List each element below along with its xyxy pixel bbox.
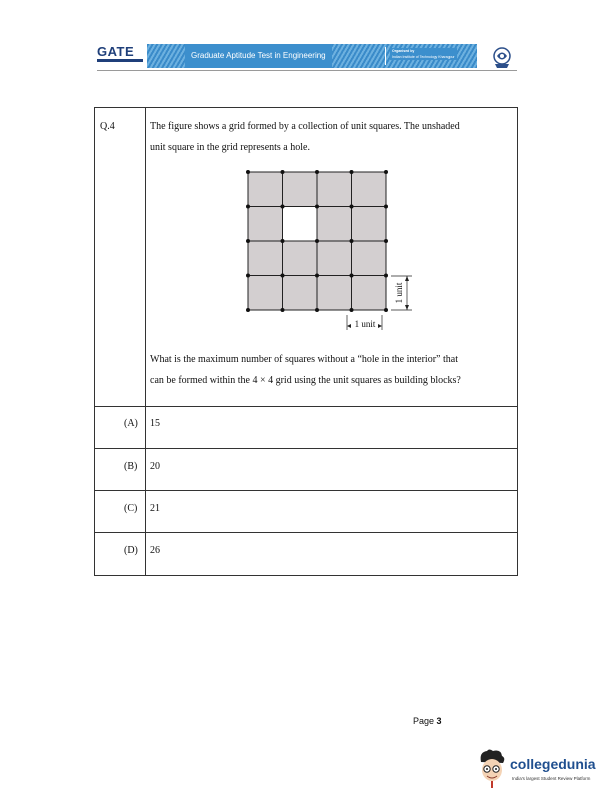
option-row-d (95, 533, 517, 575)
question-row (95, 108, 517, 407)
unit-square (352, 276, 387, 311)
banner-title: Graduate Aptitude Test in Engineering (185, 44, 332, 68)
hole-square (283, 207, 318, 242)
grid-vertex-dot (384, 274, 388, 278)
grid-vertex-dot (384, 170, 388, 174)
unit-square (248, 207, 283, 242)
option-row-c (95, 491, 517, 533)
question-intro-line: The figure shows a grid formed by a collection of unit squares. The unshaded (150, 121, 460, 132)
banner-divider (385, 47, 386, 65)
unit-square (248, 276, 283, 311)
option-value: 15 (150, 418, 160, 429)
grid-vertex-dot (350, 170, 354, 174)
option-value: 26 (150, 545, 160, 556)
brand-tagline: India's largest Student Review Platform (512, 776, 591, 781)
grid-figure (245, 164, 425, 334)
grid-vertex-dot (315, 308, 319, 312)
page-number (413, 716, 442, 726)
gate-logo-strip (97, 59, 143, 62)
question-prompt-line: What is the maximum number of squares without a “hole in the interior” that (150, 354, 458, 365)
unit-square (352, 241, 387, 276)
grid-vertex-dot (246, 308, 250, 312)
gate-logo (97, 44, 145, 70)
option-label: (A) (124, 418, 138, 429)
grid-vertex-dot (350, 274, 354, 278)
grid-vertex-dot (315, 274, 319, 278)
page-header (97, 44, 517, 70)
option-value: 21 (150, 503, 160, 514)
mascot-icon (475, 748, 509, 788)
horizontal-dimension (347, 315, 382, 330)
grid-vertex-dot (384, 308, 388, 312)
page-number-value: 3 (436, 716, 442, 726)
collegedunia-logo (475, 748, 612, 792)
grid-vertex-dot (281, 205, 285, 209)
vertical-unit-label: 1 unit (394, 282, 404, 304)
brand-name: collegedunia (510, 756, 596, 772)
grid-vertex-dot (281, 274, 285, 278)
unit-square (283, 172, 318, 207)
option-row-a (95, 407, 517, 449)
unit-square (352, 207, 387, 242)
question-table (94, 107, 518, 576)
vertical-dimension (391, 276, 412, 310)
option-label: (C) (124, 503, 138, 514)
question-intro-line: unit square in the grid represents a hole. (150, 142, 310, 153)
option-label: (D) (124, 545, 138, 556)
unit-square (248, 172, 283, 207)
option-value: 20 (150, 461, 160, 472)
question-intro (150, 116, 510, 158)
unit-square (248, 241, 283, 276)
grid-vertex-dot (350, 239, 354, 243)
institute-name: Indian Institute of Technology Kharagpur (392, 55, 455, 59)
grid-vertex-dot (315, 205, 319, 209)
question-prompt-line: can be formed within the 4 × 4 grid using the unit squares as building blocks? (150, 375, 461, 386)
option-row-b (95, 449, 517, 491)
grid-vertex-dot (281, 239, 285, 243)
grid-vertex-dot (350, 205, 354, 209)
grid-vertex-dot (281, 308, 285, 312)
unit-square (317, 241, 352, 276)
unit-square (283, 276, 318, 311)
grid-vertex-dot (384, 205, 388, 209)
iit-kgp-emblem-icon (490, 45, 514, 69)
grid-vertex-dot (315, 170, 319, 174)
banner-organiser (390, 48, 457, 60)
grid-vertex-dot (246, 205, 250, 209)
grid-vertex-dot (350, 308, 354, 312)
unit-square (317, 276, 352, 311)
question-number: Q.4 (100, 121, 115, 132)
gate-logo-text: GATE (97, 44, 135, 59)
grid-vertex-dot (246, 239, 250, 243)
horizontal-unit-label: 1 unit (354, 319, 376, 329)
question-prompt (150, 349, 510, 391)
grid-vertex-dot (246, 274, 250, 278)
unit-square (352, 172, 387, 207)
unit-square (283, 241, 318, 276)
page-label: Page (413, 716, 435, 726)
grid-vertex-dot (246, 170, 250, 174)
option-label: (B) (124, 461, 138, 472)
grid-vertex-dot (281, 170, 285, 174)
grid-vertex-dot (384, 239, 388, 243)
unit-square (317, 172, 352, 207)
gate-banner (147, 44, 477, 68)
unit-square (317, 207, 352, 242)
header-rule (97, 70, 517, 71)
grid-vertex-dot (315, 239, 319, 243)
organised-by-label: Organised by (392, 49, 415, 53)
